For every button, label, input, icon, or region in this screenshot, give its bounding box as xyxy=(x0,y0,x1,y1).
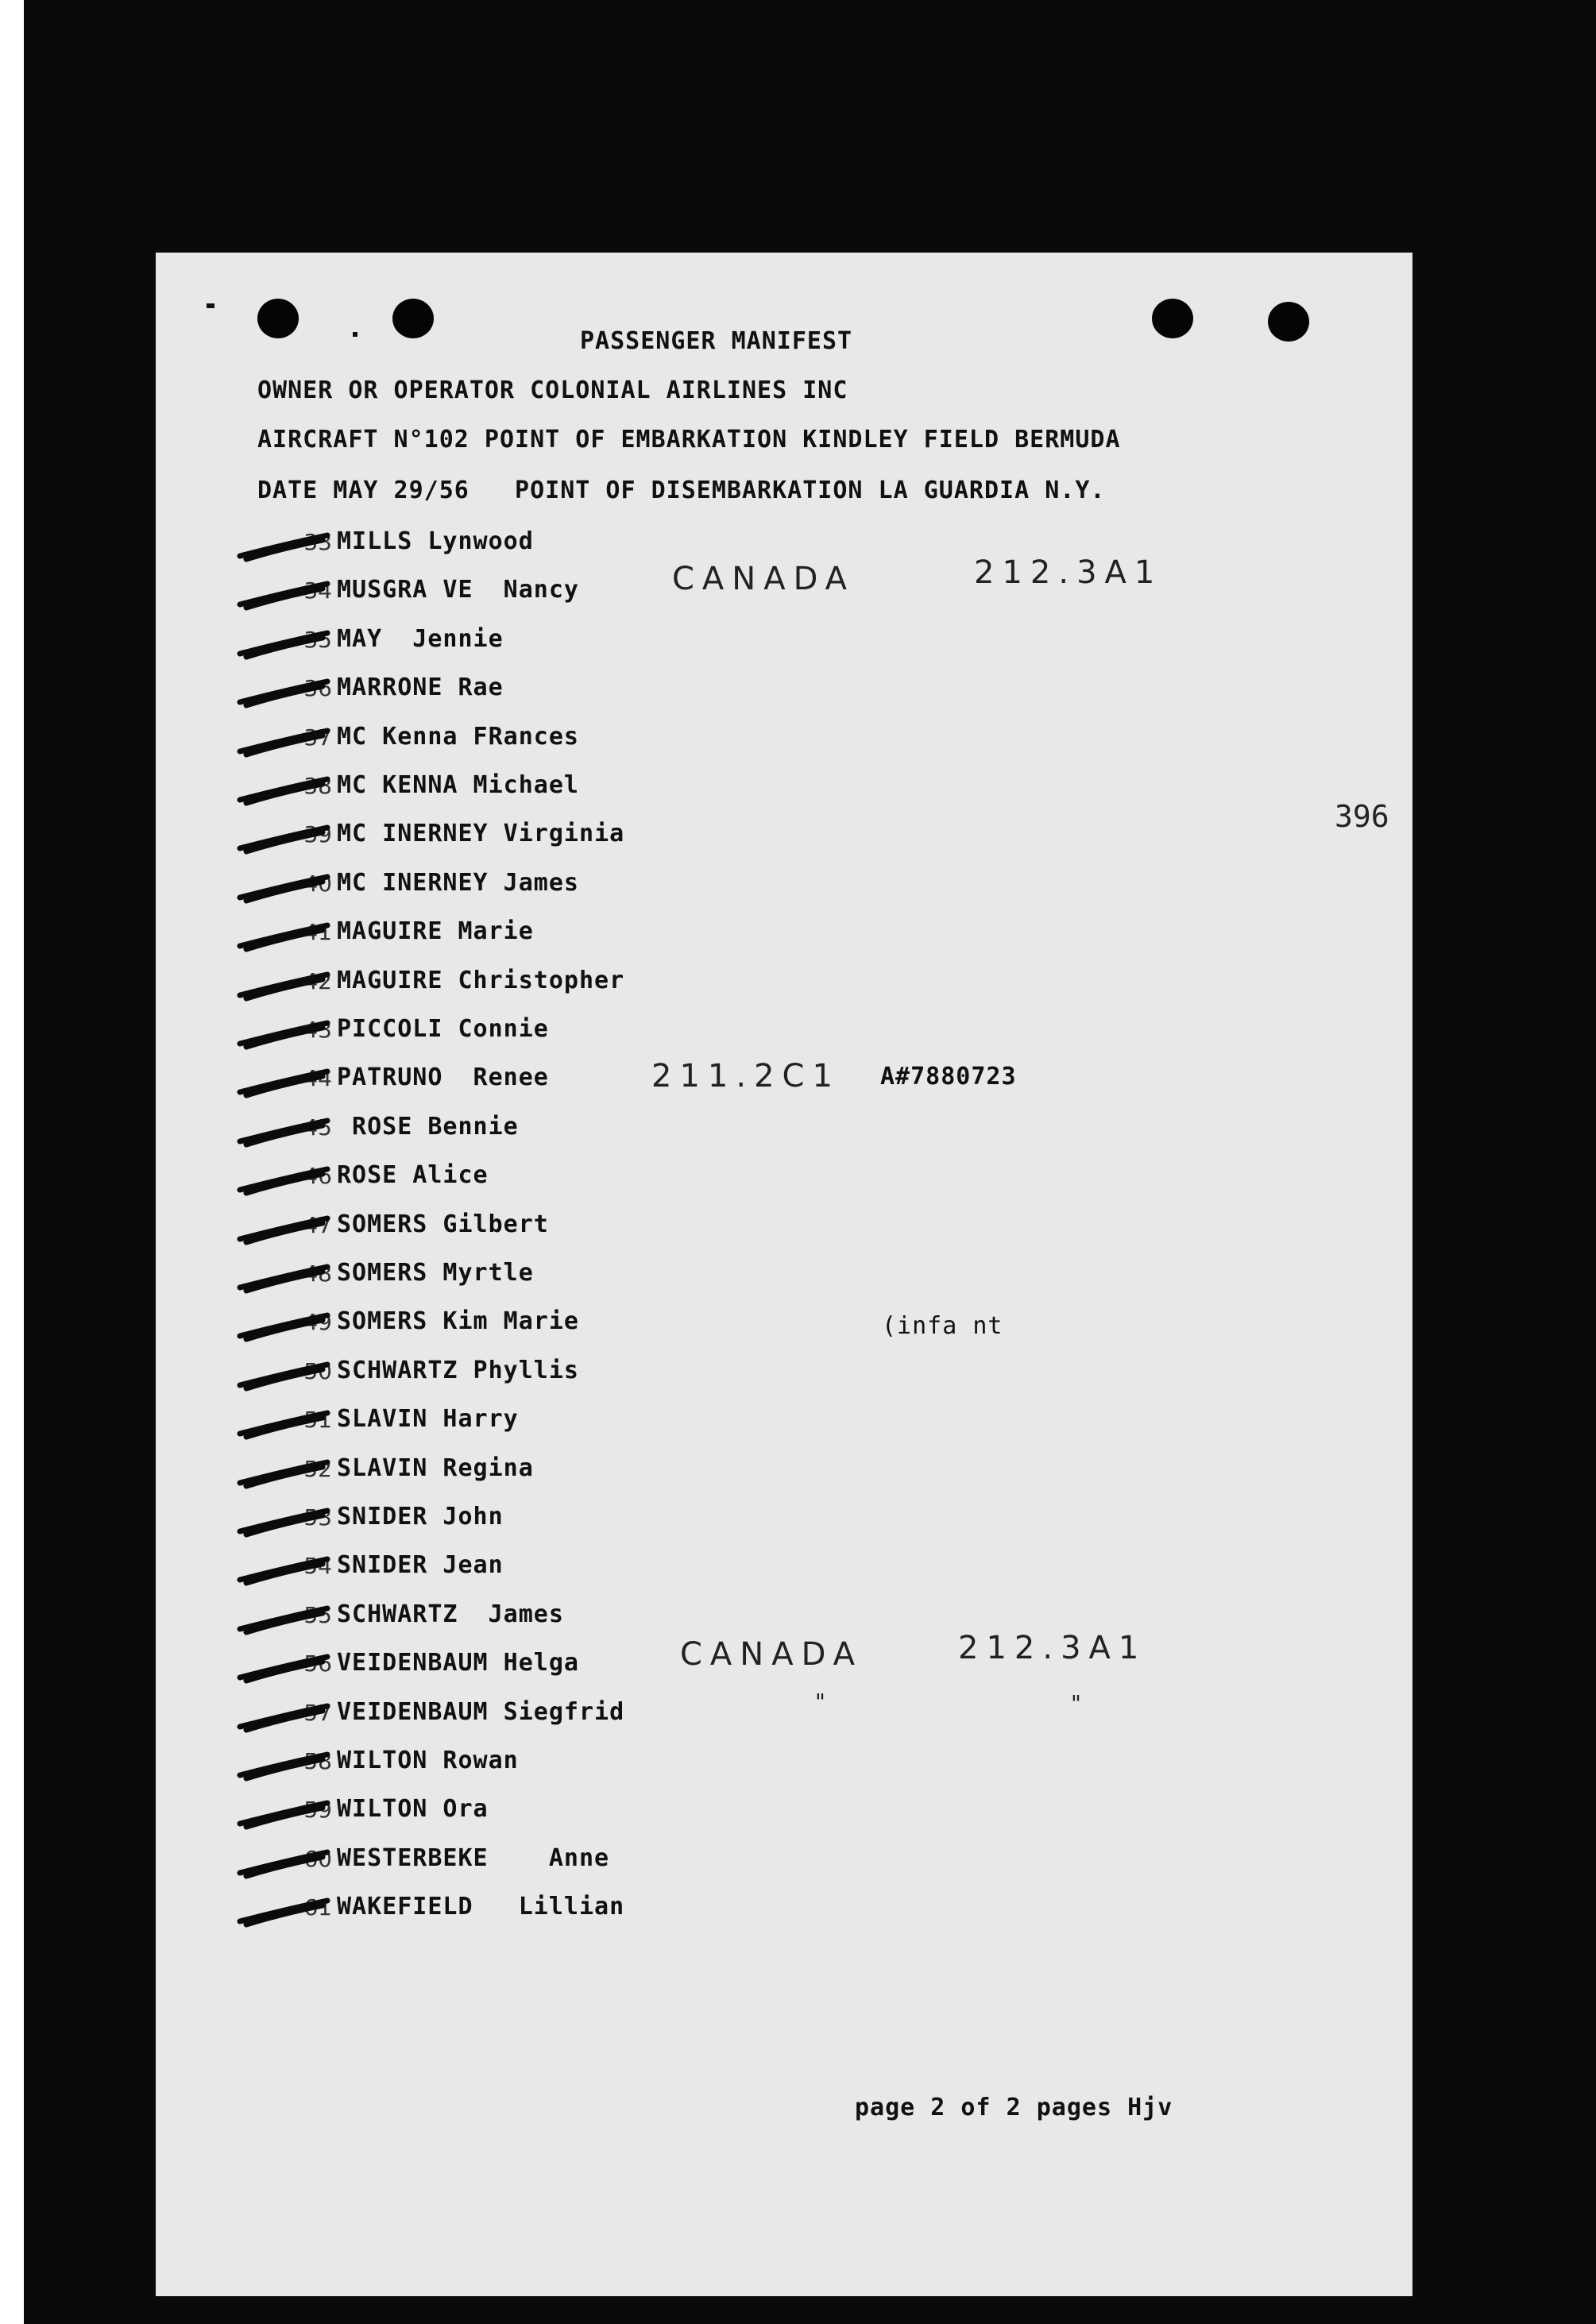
passenger-number: 48 xyxy=(303,1260,332,1287)
strike-mark xyxy=(235,1795,330,1830)
musgrave-code-note: 212.3A1 xyxy=(974,554,1163,591)
passenger-name: SLAVIN Regina xyxy=(337,1453,534,1482)
strike-mark xyxy=(235,1405,330,1440)
passenger-row xyxy=(156,1453,1412,1500)
passenger-name: MARRONE Rae xyxy=(337,674,504,702)
strike-mark xyxy=(235,1210,330,1245)
strike-mark xyxy=(235,1893,330,1928)
passenger-name: SOMERS Myrtle xyxy=(337,1259,534,1287)
passenger-number: 44 xyxy=(303,1065,332,1092)
passenger-number: 38 xyxy=(303,773,332,799)
passenger-name: MUSGRA VE Nancy xyxy=(337,576,579,604)
passenger-name: SOMERS Kim Marie xyxy=(337,1307,579,1336)
strike-mark xyxy=(235,1551,330,1586)
passenger-number: 61 xyxy=(303,1894,332,1921)
passenger-number: 58 xyxy=(303,1748,332,1774)
passenger-row xyxy=(156,916,1412,963)
strike-mark xyxy=(235,1454,330,1489)
passenger-row xyxy=(156,1111,1412,1159)
passenger-name: MC INERNEY Virginia xyxy=(337,820,625,848)
passenger-name: WAKEFIELD Lillian xyxy=(337,1893,625,1921)
passenger-name: MILLS Lynwood xyxy=(337,527,534,555)
passenger-number: 36 xyxy=(303,675,332,702)
passenger-name: SCHWARTZ Phyllis xyxy=(337,1356,579,1384)
passenger-name: SCHWARTZ James xyxy=(337,1600,564,1628)
ditto-mark: " xyxy=(1071,1690,1089,1716)
passenger-row xyxy=(156,1745,1412,1793)
strike-mark xyxy=(235,527,330,562)
passenger-name: WILTON Rowan xyxy=(337,1747,519,1774)
passenger-row xyxy=(156,1843,1412,1890)
passenger-number: 57 xyxy=(303,1699,332,1726)
strike-mark xyxy=(235,967,330,1002)
manifest-page xyxy=(156,253,1412,2296)
musgrave-country-note: CANADA xyxy=(672,561,856,597)
passenger-number: 34 xyxy=(303,577,332,604)
passenger-name: VEIDENBAUM Siegfrid xyxy=(337,1697,625,1726)
passenger-name: VEIDENBAUM Helga xyxy=(337,1649,579,1677)
strike-mark xyxy=(235,771,330,806)
passenger-name: SLAVIN Harry xyxy=(337,1405,519,1434)
strike-mark xyxy=(235,1113,330,1148)
margin-page-number: 396 xyxy=(1335,799,1389,834)
passenger-row xyxy=(156,1257,1412,1305)
passenger-number: 41 xyxy=(303,919,332,946)
passenger-number: 52 xyxy=(303,1455,332,1482)
passenger-row xyxy=(156,1793,1412,1841)
passenger-row xyxy=(156,1403,1412,1451)
passenger-row xyxy=(156,965,1412,1013)
strike-mark xyxy=(235,1259,330,1294)
passenger-row xyxy=(156,1891,1412,1939)
strike-mark xyxy=(235,820,330,855)
passenger-name: SNIDER Jean xyxy=(337,1551,504,1580)
passenger-number: 53 xyxy=(303,1504,332,1531)
somers-infant-note: (infa nt xyxy=(882,1312,1003,1340)
passenger-name: SNIDER John xyxy=(337,1503,504,1531)
patruno-alien-number: A#7880723 xyxy=(880,1063,1017,1091)
strike-mark xyxy=(235,1357,330,1392)
passenger-row xyxy=(156,1697,1412,1744)
passenger-number: 49 xyxy=(303,1309,332,1336)
passenger-name: ROSE Alice xyxy=(337,1161,489,1190)
passenger-row xyxy=(156,1013,1412,1061)
passenger-row xyxy=(156,721,1412,769)
page-footer: page 2 of 2 pages Hjv xyxy=(855,2094,1173,2121)
passenger-number: 43 xyxy=(303,1017,332,1043)
passenger-number: 46 xyxy=(303,1163,332,1190)
passenger-row xyxy=(156,818,1412,866)
passenger-name: MAY Jennie xyxy=(337,624,504,653)
veidenbaum-country-note: CANADA xyxy=(680,1636,864,1673)
passenger-name: MAGUIRE Marie xyxy=(337,917,534,946)
owner-line: OWNER OR OPERATOR COLONIAL AIRLINES INC xyxy=(257,376,848,404)
passenger-row xyxy=(156,1550,1412,1597)
passenger-number: 35 xyxy=(303,626,332,653)
passenger-row xyxy=(156,1501,1412,1549)
punch-hole xyxy=(1268,302,1309,342)
punch-hole xyxy=(1152,299,1193,338)
strike-mark xyxy=(235,625,330,660)
strike-mark xyxy=(235,1844,330,1879)
passenger-name: PATRUNO Renee xyxy=(337,1064,549,1092)
passenger-name: MC KENNA Michael xyxy=(337,771,579,799)
passenger-row xyxy=(156,1355,1412,1403)
passenger-number: 55 xyxy=(303,1601,332,1628)
passenger-number: 60 xyxy=(303,1845,332,1872)
passenger-number: 33 xyxy=(303,529,332,555)
strike-mark xyxy=(235,1064,330,1098)
passenger-name: WILTON Ora xyxy=(337,1795,489,1824)
strike-mark xyxy=(235,1161,330,1196)
strike-mark xyxy=(235,917,330,952)
passenger-number: 50 xyxy=(303,1357,332,1384)
date-line: DATE MAY 29/56 POINT OF DISEMBARKATION LA GUARDIA N.Y. xyxy=(257,477,1106,504)
strike-mark xyxy=(235,869,330,904)
passenger-number: 59 xyxy=(303,1797,332,1824)
passenger-row xyxy=(156,623,1412,671)
passenger-number: 39 xyxy=(303,821,332,848)
passenger-number: 47 xyxy=(303,1211,332,1238)
passenger-name: PICCOLI Connie xyxy=(337,1015,549,1043)
strike-mark xyxy=(235,1649,330,1684)
passenger-row xyxy=(156,1306,1412,1353)
strike-mark xyxy=(235,1015,330,1050)
manifest-title: PASSENGER MANIFEST xyxy=(580,327,853,355)
passenger-name: SOMERS Gilbert xyxy=(337,1210,549,1238)
ink-speck xyxy=(207,303,214,308)
passenger-row xyxy=(156,672,1412,720)
strike-mark xyxy=(235,1698,330,1733)
passenger-number: 54 xyxy=(303,1553,332,1580)
strike-mark xyxy=(235,1747,330,1782)
passenger-number: 45 xyxy=(303,1114,332,1141)
strike-mark xyxy=(235,1307,330,1342)
ink-speck xyxy=(353,332,357,337)
passenger-row xyxy=(156,867,1412,915)
passenger-number: 40 xyxy=(303,870,332,897)
passenger-row xyxy=(156,1160,1412,1207)
strike-mark xyxy=(235,1600,330,1635)
strike-mark xyxy=(235,576,330,611)
passenger-name: ROSE Bennie xyxy=(337,1112,519,1141)
passenger-name: WESTERBEKE Anne xyxy=(337,1843,610,1872)
veidenbaum-code-note: 212.3A1 xyxy=(958,1630,1147,1666)
scan-border xyxy=(0,0,24,2324)
ditto-mark: " xyxy=(815,1689,833,1715)
strike-mark xyxy=(235,1503,330,1538)
strike-mark xyxy=(235,674,330,708)
passenger-name: MAGUIRE Christopher xyxy=(337,966,625,994)
passenger-number: 56 xyxy=(303,1650,332,1677)
passenger-name: MC INERNEY James xyxy=(337,868,579,897)
strike-mark xyxy=(235,723,330,758)
passenger-name: MC Kenna FRances xyxy=(337,722,579,751)
passenger-number: 42 xyxy=(303,967,332,994)
punch-hole xyxy=(257,299,299,338)
aircraft-line: AIRCRAFT N°102 POINT OF EMBARKATION KINDLEY FIELD BERMUDA xyxy=(257,426,1121,454)
passenger-number: 51 xyxy=(303,1407,332,1434)
punch-hole xyxy=(392,299,434,338)
passenger-number: 37 xyxy=(303,724,332,751)
patruno-code-note: 211.2C1 xyxy=(651,1058,841,1094)
passenger-row xyxy=(156,770,1412,817)
passenger-row xyxy=(156,1209,1412,1257)
